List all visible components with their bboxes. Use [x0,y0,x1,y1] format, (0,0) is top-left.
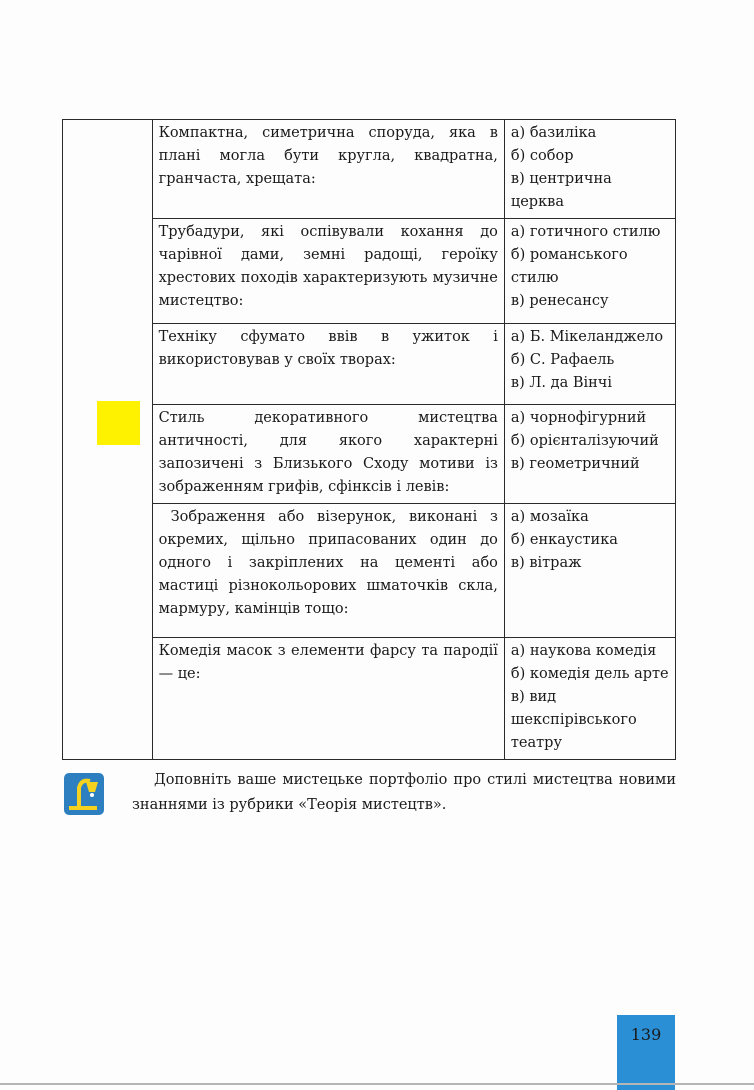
answer-option: в) ренесансу [510,293,609,309]
answers-cell [504,638,675,760]
answer-option: в) центрична церква [510,171,612,210]
answer-option: б) комедія дель арте [510,666,669,682]
page-number: 139 [630,1025,662,1044]
answer-option: а) мозаїка [510,509,589,525]
yellow-marker [97,401,140,445]
answers-cell [504,405,675,504]
answers-cell [504,504,675,638]
answer-option: в) вид шекспірівського театру [510,689,637,751]
table-row [63,219,676,324]
answer-option: а) наукова комедія [510,643,657,659]
bottom-divider [0,1083,754,1085]
question-cell: Трубадури, які оспівували кохання до чарівної дами, земні радощі, героїку хрестових походів характеризують музичне мистецтво: [152,219,504,324]
answer-option: в) вітраж [510,555,582,571]
answers-cell [504,324,675,405]
quiz-table [62,119,676,760]
answer-option: а) базиліка [510,125,597,141]
answer-option: б) енкаустика [510,532,618,548]
question-cell: Компактна, симетрична споруда, яка в плані могла бути кругла, квадратна, гранчаста, хрещата: [152,120,504,219]
answer-option: б) романського стилю [510,247,628,286]
portfolio-note [132,768,676,818]
question-cell: Зображення або візерунок, виконані з окремих, щільно припасованих один до одного і закріплених на цементі або мастиці різнокольорових шматочків скла, мармуру, камінців тощо: [152,504,504,638]
answer-option: а) чорнофігурний [510,410,647,426]
question-cell: Техніку сфумато ввів в ужиток і використовував у своїх творах: [152,324,504,405]
answer-option: в) Л. да Вінчі [510,375,613,391]
table-row [63,120,676,219]
answer-option: а) готичного стилю [510,224,661,240]
question-cell: Стиль декоративного мистецтва античності, для якого характерні запозичені з Близького Сходу мотиви із зображенням грифів, сфінксів і левів: [152,405,504,504]
page-tab [617,1015,675,1090]
table-row [63,405,676,504]
table-row [63,324,676,405]
answer-option: в) геометричний [510,456,640,472]
lamp-icon [64,773,104,815]
answer-option: б) С. Рафаель [510,352,615,368]
note-text: Доповніть ваше мистецьке портфоліо про стилі мистецтва новими знаннями із рубрики «Теорія мистецтв». [132,772,676,813]
question-cell: Комедія масок з елементи фарсу та пародії — це: [152,638,504,760]
answer-option: б) орієнталізуючий [510,433,659,449]
table-row [63,638,676,760]
table-row [63,504,676,638]
answers-cell [504,219,675,324]
answers-cell [504,120,675,219]
answer-option: б) собор [510,148,574,164]
answer-option: а) Б. Мікеланджело [510,329,664,345]
